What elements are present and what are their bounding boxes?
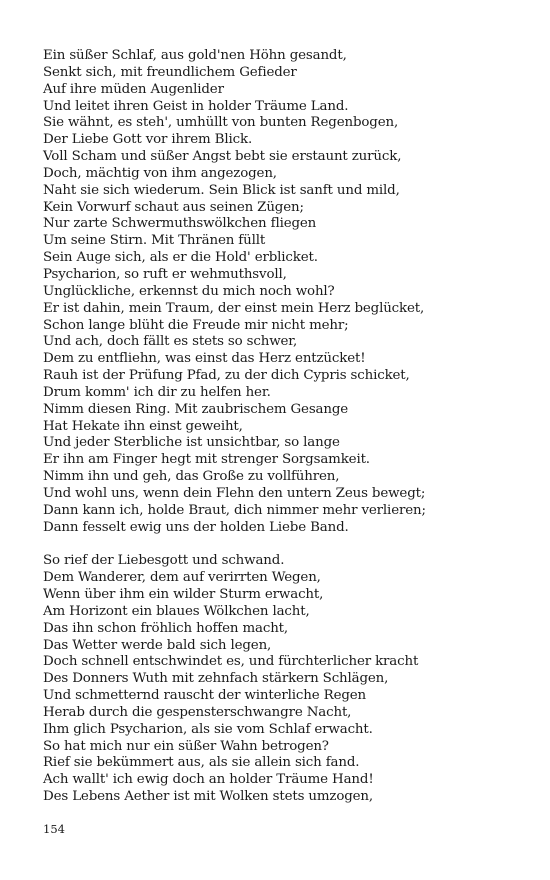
poem-line: Naht sie sich wiederum. Sein Blick ist sanft und mild, [43, 182, 400, 198]
poem-line: Rauh ist der Prüfung Pfad, zu der dich Cypris schicket, [43, 368, 410, 384]
poem-line: Drum komm' ich dir zu helfen her. [43, 384, 271, 400]
poem-line: Das ihn schon fröhlich hoffen macht, [43, 620, 289, 636]
poem-line: Er ist dahin, mein Traum, der einst mein Herz beglücket, [43, 300, 425, 316]
poem-line: Dann fesselt ewig uns der holden Liebe Band. [43, 519, 349, 535]
poem-line: Psycharion, so ruft er wehmuthsvoll, [43, 266, 287, 282]
poem-line: Ach wallt' ich ewig doch an holder Träume Hand! [43, 772, 374, 788]
poem-line: Wenn über ihm ein wilder Sturm erwacht, [43, 587, 324, 602]
page-number: 154 [43, 822, 65, 836]
poem-line: Nimm ihn und geh, das Große zu vollführen, [43, 469, 340, 485]
poem-line: Hat Hekate ihn einst geweiht, [43, 418, 243, 434]
poem-line: Dem Wanderer, dem auf verirrten Wegen, [43, 570, 321, 586]
poem-line: Und jeder Sterbliche ist unsichtbar, so lange [43, 435, 340, 451]
poem-line: Ihm glich Psycharion, als sie vom Schlaf erwacht. [43, 721, 373, 737]
poem-line: Am Horizont ein blaues Wölkchen lacht, [43, 603, 310, 619]
poem-line: Der Liebe Gott vor ihrem Blick. [43, 132, 253, 148]
poem-line: Und leitet ihren Geist in holder Träume Land. [43, 98, 349, 114]
poem-line: So rief der Liebesgott und schwand. [43, 553, 285, 569]
poem-text [43, 48, 538, 806]
poem-line: Und wohl uns, wenn dein Flehn den untern Zeus bewegt; [43, 485, 426, 501]
poem-line: Doch schnell entschwindet es, und fürchterlicher kracht [43, 654, 419, 670]
poem-line: Nur zarte Schwermuthswölkchen fliegen [43, 216, 317, 232]
poem-line: Auf ihre müden Augenlider [43, 81, 224, 97]
poem-line: Rief sie bekümmert aus, als sie allein sich fand. [43, 755, 360, 771]
stanza-2 [43, 553, 538, 806]
poem-line: Schon lange blüht die Freude mir nicht mehr; [43, 317, 349, 333]
poem-line: Dem zu entfliehn, was einst das Herz entzücket! [43, 351, 366, 367]
poem-line: Und schmetternd rauscht der winterliche Regen [43, 688, 367, 704]
poem-line: Das Wetter werde bald sich legen, [43, 637, 272, 653]
poem-line: Doch, mächtig von ihm angezogen, [43, 165, 277, 181]
poem-line: Kein Vorwurf schaut aus seinen Zügen; [43, 199, 304, 215]
poem-line: Unglückliche, erkennst du mich noch wohl? [43, 283, 335, 299]
poem-line: Herab durch die gespensterschwangre Nacht, [43, 704, 352, 720]
poem-line: Dann kann ich, holde Braut, dich nimmer mehr verlieren; [43, 502, 426, 518]
poem-line: Nimm diesen Ring. Mit zaubrischem Gesange [43, 401, 349, 417]
poem-line: Des Donners Wuth mit zehnfach stärkern Schlägen, [43, 671, 389, 687]
poem-line: Des Lebens Aether ist mit Wolken stets umzogen, [43, 789, 374, 805]
poem-line: So hat mich nur ein süßer Wahn betrogen? [43, 738, 329, 754]
poem-line: Voll Scham und süßer Angst bebt sie erstaunt zurück, [43, 149, 402, 165]
poem-line: Um seine Stirn. Mit Thränen füllt [43, 233, 266, 249]
poem-line: Er ihn am Finger hegt mit strenger Sorgsamkeit. [43, 452, 370, 468]
poem-line: Sein Auge sich, als er die Hold' erblicket. [43, 250, 318, 266]
poem-line: Sie wähnt, es steh', umhüllt von bunten Regenbogen, [43, 115, 399, 131]
poem-line: Senkt sich, mit freundlichem Gefieder [43, 64, 297, 80]
stanza-1 [43, 48, 538, 536]
poem-line: Ein süßer Schlaf, aus gold'nen Höhn gesandt, [43, 48, 347, 63]
poem-line: Und ach, doch fällt es stets so schwer, [43, 334, 298, 350]
